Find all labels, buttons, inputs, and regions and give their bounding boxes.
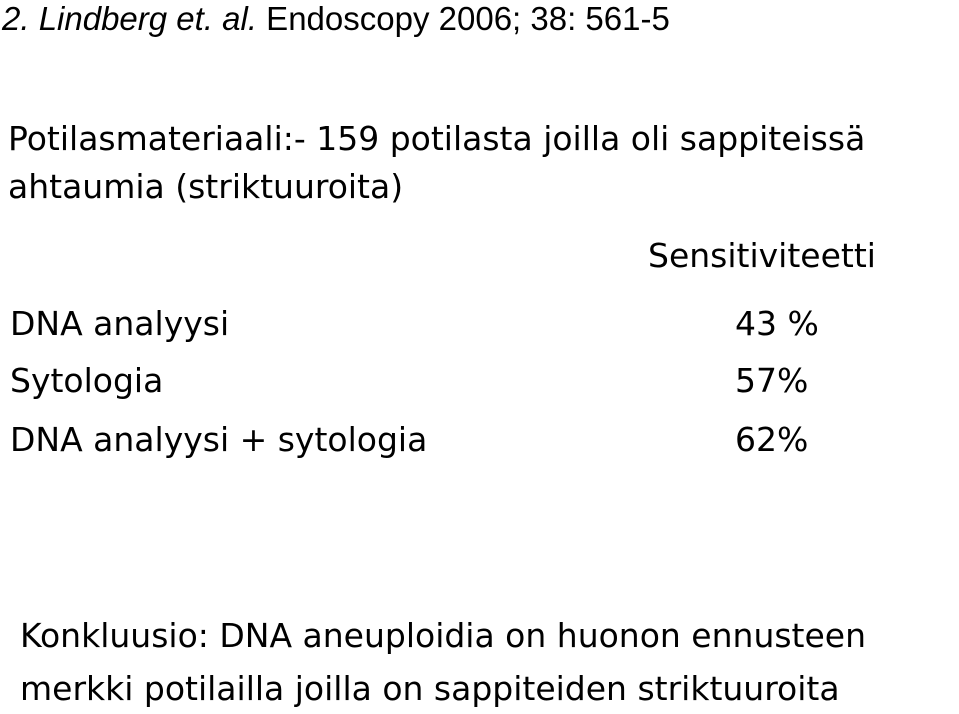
result-row-value: 43 %: [735, 304, 819, 343]
conclusion-line-1: Konkluusio: DNA aneuploidia on huonon ennusteen: [20, 616, 867, 655]
sensitivity-header: Sensitiviteetti: [648, 236, 876, 275]
result-row-label: DNA analyysi + sytologia: [10, 420, 428, 459]
result-row-label: DNA analyysi: [10, 304, 230, 343]
result-row-value: 62%: [735, 420, 809, 459]
intro-line-1: Potilasmateriaali:- 159 potilasta joilla oli sappiteissä: [8, 119, 866, 158]
citation-authors: 2. Lindberg et. al.: [2, 0, 258, 37]
intro-line-2: ahtaumia (striktuuroita): [8, 167, 404, 206]
citation: [2, 2, 670, 35]
citation-source: Endoscopy 2006; 38: 561-5: [257, 0, 670, 37]
conclusion-line-2: merkki potilailla joilla on sappiteiden striktuuroita: [20, 669, 840, 708]
result-row-label: Sytologia: [10, 361, 164, 400]
result-row-value: 57%: [735, 361, 809, 400]
